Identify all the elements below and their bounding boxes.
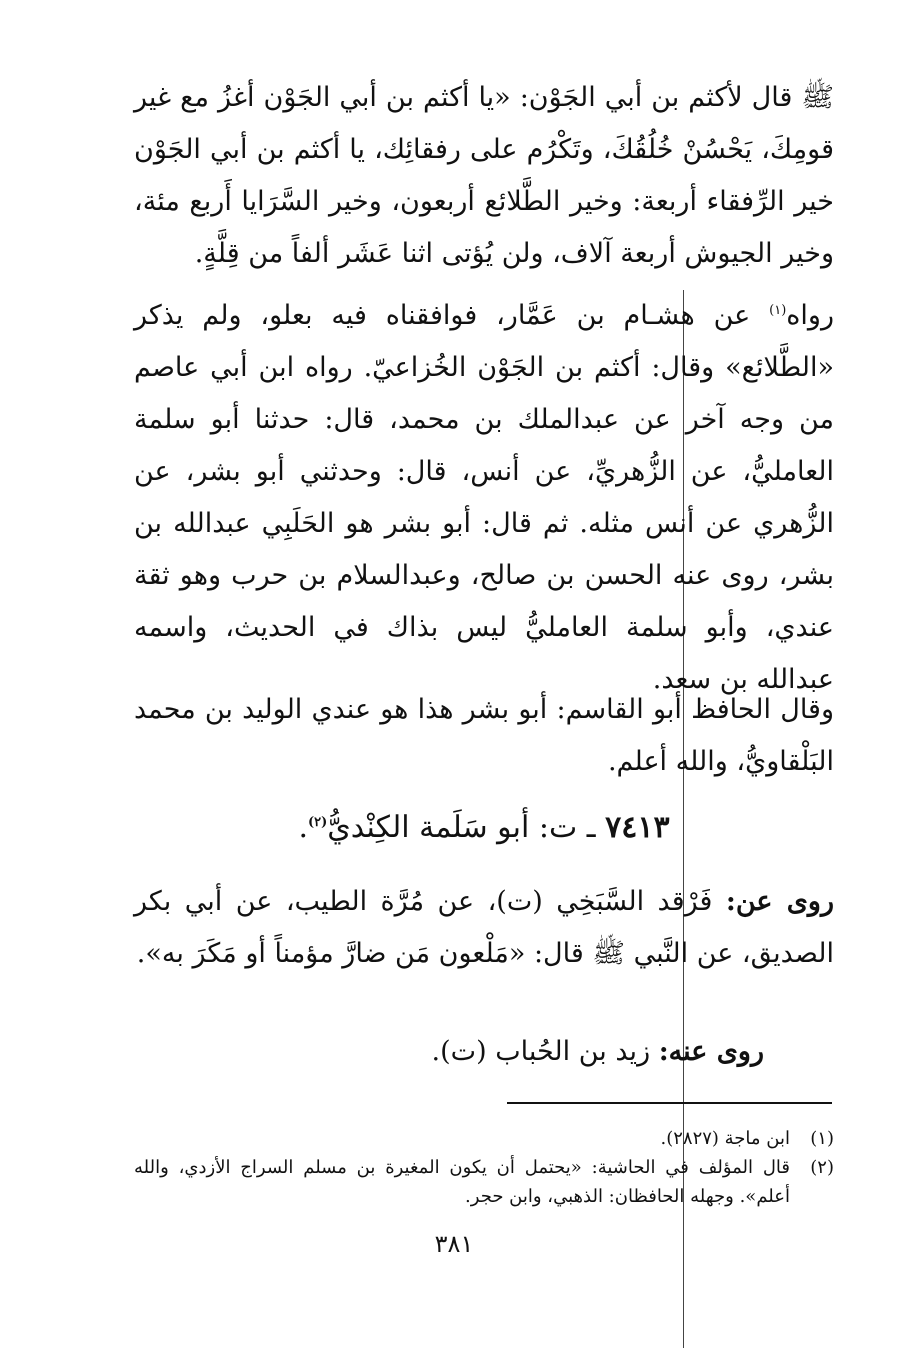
- narration-body: عن هشـام بن عَمَّار، فوافقناه فيه بعلو، ولم يذكر «الطَّلائع» وقال: أكثم بن الجَوْن الخُزاعيّ. رواه ابن أبي عاصم من وجه آخر عن عبدالملك بن محمد، قال: حدثنا أبو سلمة العامليُّ، عن الزُّهريِّ، عن أنس، قال: وحدثني أبو بشر، عن الزُّهري عن أنس مثله. ثم قال: أبو بشر هو الحَلَبِي عبدالله بن بشر، روى عنه الحسن بن صالح، وعبدالسلام بن حرب وهو ثقة عندي، وأبو سلمة العامليُّ ليس بذاك في الحديث، واسمه عبدالله بن سعد.: [134, 300, 834, 695]
- footnote-1: [134, 1124, 834, 1153]
- entry-number: ٧٤١٣: [605, 810, 670, 845]
- paragraph-narrated-by: [134, 1026, 834, 1078]
- paragraph-narration: [134, 290, 834, 706]
- footnote-ref-2[interactable]: (٢): [307, 815, 328, 830]
- narrated-by-label: روى عنه:: [658, 1036, 764, 1067]
- footnote-number: (١): [810, 1128, 834, 1149]
- paragraph-narrated-from: [134, 876, 834, 980]
- narrated-by-content: زيد بن الحُباب (ت).: [431, 1036, 659, 1067]
- footnotes: [134, 1124, 834, 1211]
- page-number: ٣٨١: [434, 1230, 474, 1258]
- narration-start: رواه: [786, 300, 834, 331]
- narrated-from-content: فَرْقد السَّبَخِي (ت)، عن مُرَّة الطيب، عن أبي بكر الصديق، عن النَّبي ﷺ قال: «مَلْعون مَن ضارَّ مؤمناً أو مَكَرَ به».: [134, 886, 834, 969]
- footnote-number: (٢): [810, 1157, 834, 1178]
- footnote-2: [134, 1153, 834, 1211]
- footnote-text: ابن ماجة (٢٨٢٧).: [660, 1128, 790, 1149]
- entry-title-end: .: [298, 810, 308, 845]
- paragraph-hadith-text: [134, 72, 834, 280]
- paragraph-hafiz-comment: [134, 684, 834, 788]
- footnote-text: قال المؤلف في الحاشية: «يحتمل أن يكون المغيرة بن مسلم السراج الأزدي، والله أعلم». وجهله الحافظان: الذهبي، وابن حجر.: [134, 1157, 790, 1207]
- narrated-from-label: روى عن:: [725, 886, 834, 917]
- entry-title: ـ ت: أبو سَلَمة الكِنْديُّ: [327, 810, 606, 845]
- paragraph-hadith-text-content: ﷺ قال لأكثم بن أبي الجَوْن: «يا أكثم بن أبي الجَوْن أغزُ مع غير قومِكَ، يَحْسُنْ خُلُقُكَ، وتَكْرُم على رفقائِك، يا أكثم بن أبي الجَوْن خير الرِّفقاء أربعة: وخير الطَّلائع أربعون، وخير السَّرَايا أَربع مئة، وخير الجيوش أربعة آلاف، ولن يُؤتى اثنا عَشَر ألفاً من قِلَّةٍ.: [134, 82, 834, 269]
- hafiz-comment-content: وقال الحافظ أبو القاسم: أبو بشر هذا هو عندي الوليد بن محمد البَلْقاويُّ، والله أعلم.: [134, 694, 834, 777]
- footnote-ref-1[interactable]: (١): [769, 303, 787, 318]
- entry-heading: [134, 800, 834, 856]
- footnote-separator: [507, 1102, 832, 1104]
